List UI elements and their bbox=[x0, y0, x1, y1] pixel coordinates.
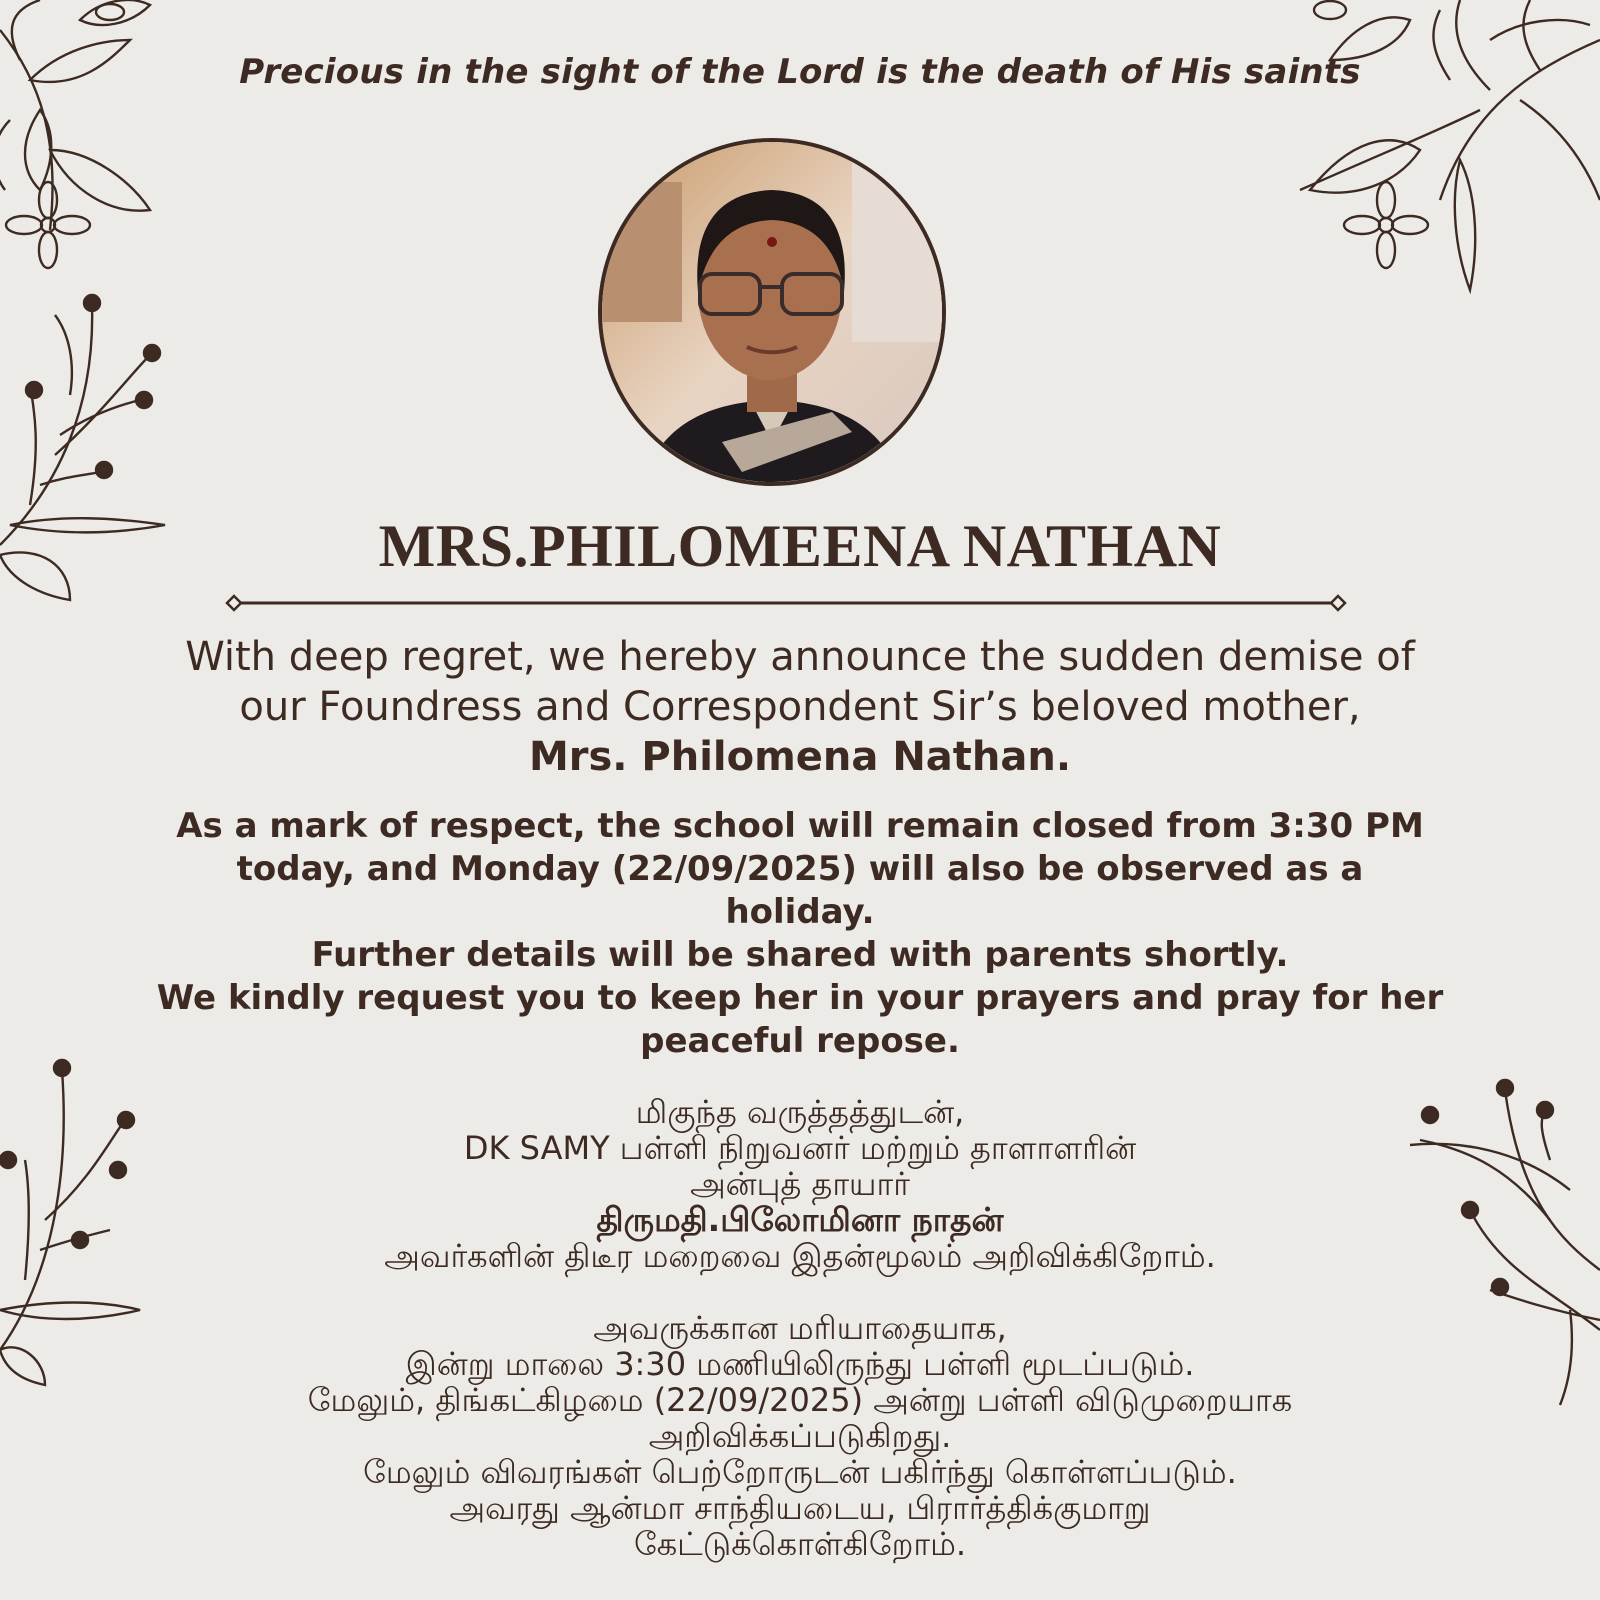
tamil-line: அன்புத் தாயார் bbox=[690, 1165, 910, 1203]
notice-line: peaceful repose. bbox=[640, 1021, 960, 1061]
tamil-announcement bbox=[100, 1094, 1500, 1562]
notice-line: holiday. bbox=[725, 892, 875, 932]
notice-line: We kindly request you to keep her in your prayers and pray for her bbox=[156, 978, 1444, 1018]
portrait-illustration bbox=[602, 142, 942, 482]
tamil-name: திருமதி.பிலோமினா நாதன் bbox=[596, 1200, 1004, 1239]
tamil-line: அவர்களின் திடீர மறைவை இதன்மூலம் அறிவிக்கிறோம். bbox=[384, 1237, 1216, 1275]
tamil-line: மிகுந்த வருத்தத்துடன், bbox=[635, 1093, 965, 1131]
closure-notice bbox=[100, 805, 1500, 1063]
tamil-line: மேலும் விவரங்கள் பெற்றோருடன் பகிர்ந்து கொள்ளப்படும். bbox=[363, 1453, 1237, 1491]
notice-line: today, and Monday (22/09/2025) will also be observed as a bbox=[236, 849, 1364, 889]
floral-top-right-decoration bbox=[1290, 0, 1600, 310]
intro-line: our Foundress and Correspondent Sir’s beloved mother, bbox=[239, 684, 1361, 730]
notice-line: Further details will be shared with parents shortly. bbox=[311, 935, 1289, 975]
tamil-line: அறிவிக்கப்படுகிறது. bbox=[648, 1417, 952, 1455]
scripture-quote: Precious in the sight of the Lord is the death of His saints bbox=[239, 52, 1361, 92]
intro-name: Mrs. Philomena Nathan. bbox=[528, 734, 1072, 780]
notice-line: As a mark of respect, the school will remain closed from 3:30 PM bbox=[176, 806, 1424, 846]
floral-top-left-decoration bbox=[0, 0, 180, 300]
announcement-intro bbox=[100, 632, 1500, 782]
ornamental-divider bbox=[225, 592, 1347, 614]
intro-line: With deep regret, we hereby announce the sudden demise of bbox=[185, 634, 1415, 680]
tamil-line: கேட்டுக்கொள்கிறோம். bbox=[633, 1525, 966, 1563]
tamil-line: இன்று மாலை 3:30 மணியிலிருந்து பள்ளி மூடப்படும். bbox=[405, 1345, 1195, 1383]
tamil-line: DK SAMY பள்ளி நிறுவனர் மற்றும் தாளாளரின் bbox=[463, 1129, 1137, 1167]
tamil-line: அவரது ஆன்மா சாந்தியடைய, பிரார்த்திக்குமாறு bbox=[449, 1489, 1151, 1527]
tamil-line: அவருக்கான மரியாதையாக, bbox=[593, 1309, 1007, 1347]
tamil-line: மேலும், திங்கட்கிழமை (22/09/2025) அன்று பள்ளி விடுமுறையாக bbox=[307, 1381, 1293, 1419]
deceased-name-heading: MRS.PHILOMEENA NATHAN bbox=[378, 513, 1222, 579]
portrait-photo bbox=[598, 138, 946, 486]
paragraph-spacer bbox=[100, 1274, 1500, 1310]
